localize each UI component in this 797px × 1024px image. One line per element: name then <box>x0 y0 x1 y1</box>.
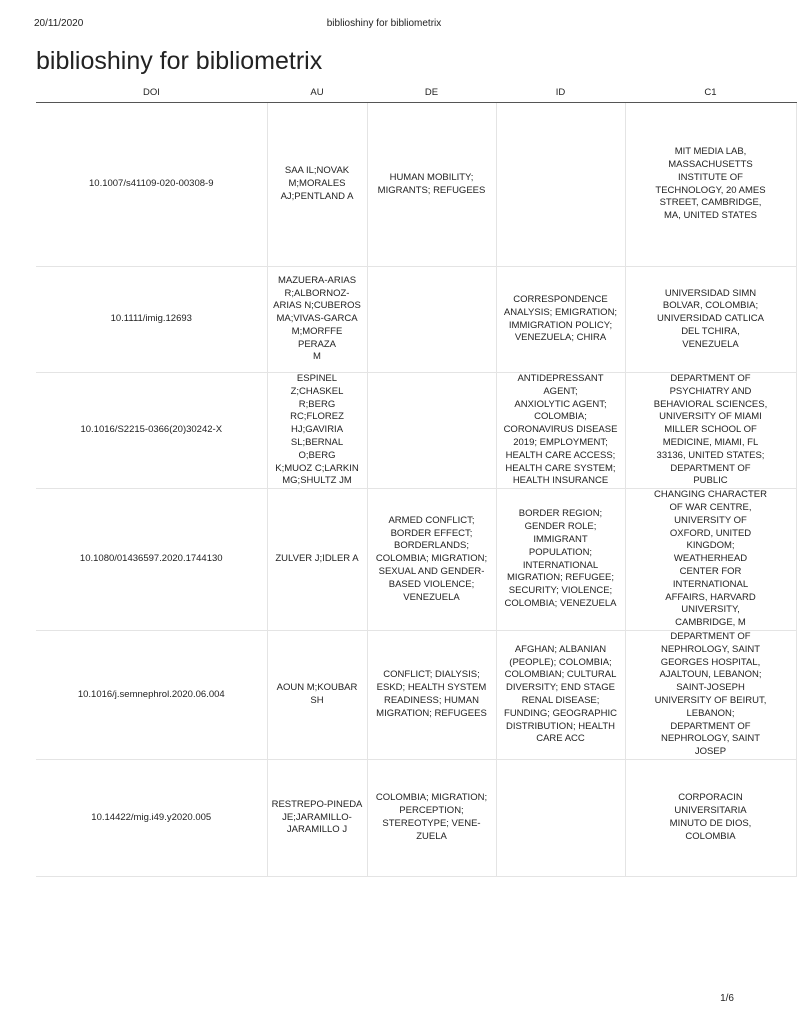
cell-author-keywords <box>367 373 496 489</box>
table-header-row <box>36 83 796 103</box>
cell-author-keywords: HUMAN MOBILITY; MIGRANTS; REFUGEES <box>367 103 496 267</box>
table-row <box>36 267 796 373</box>
column-header-doi[interactable]: DOI <box>36 83 267 103</box>
cell-doi: 10.1080/01436597.2020.1744130 <box>36 489 267 631</box>
cell-authors: AOUN M;KOUBAR SH <box>267 630 367 759</box>
cell-affiliations: DEPARTMENT OF PSYCHIATRY AND BEHAVIORAL SCIENCES, UNIVERSITY OF MIAMI MILLER SCHOOL OF MEDICINE, MIAMI, FL 33136, UNITED STATES; DEPARTMENT OF PUBLIC <box>625 373 796 489</box>
cell-affiliations: CORPORACIN UNIVERSITARIA MINUTO DE DIOS, COLOMBIA <box>625 759 796 876</box>
cell-authors: ESPINEL Z;CHASKEL R;BERG RC;FLOREZ HJ;GAVIRIA SL;BERNAL O;BERG K;MUOZ C;LARKIN MG;SHULTZ JM <box>267 373 367 489</box>
table-row <box>36 759 796 876</box>
column-header-de[interactable]: DE <box>367 83 496 103</box>
cell-author-keywords: ARMED CONFLICT; BORDER EFFECT; BORDERLANDS; COLOMBIA; MIGRATION; SEXUAL AND GENDER- BASED VIOLENCE; VENEZUELA <box>367 489 496 631</box>
table-row <box>36 373 796 489</box>
cell-index-keywords: AFGHAN; ALBANIAN (PEOPLE); COLOMBIA; COLOMBIAN; CULTURAL DIVERSITY; END STAGE RENAL DISEASE; FUNDING; GEOGRAPHIC DISTRIBUTION; HEALTH CARE ACC <box>496 630 625 759</box>
cell-doi: 10.14422/mig.i49.y2020.005 <box>36 759 267 876</box>
cell-doi: 10.1111/imig.12693 <box>36 267 267 373</box>
page-title: biblioshiny for bibliometrix <box>36 47 323 75</box>
table-row <box>36 489 796 631</box>
cell-affiliations: MIT MEDIA LAB, MASSACHUSETTS INSTITUTE OF TECHNOLOGY, 20 AMES STREET, CAMBRIDGE, MA, UNITED STATES <box>625 103 796 267</box>
column-header-c1[interactable]: C1 <box>625 83 796 103</box>
print-header-title: biblioshiny for bibliometrix <box>326 18 442 29</box>
print-date: 20/11/2020 <box>34 18 84 29</box>
cell-doi: 10.1007/s41109-020-00308-9 <box>36 103 267 267</box>
column-header-au[interactable]: AU <box>267 83 367 103</box>
table-row <box>36 103 796 267</box>
cell-affiliations: DEPARTMENT OF NEPHROLOGY, SAINT GEORGES HOSPITAL, AJALTOUN, LEBANON; SAINT-JOSEPH UNIVERSITY OF BEIRUT, LEBANON; DEPARTMENT OF NEPHROLOGY, SAINT JOSEP <box>625 630 796 759</box>
page-number: 1/6 <box>720 993 734 1004</box>
cell-affiliations: UNIVERSIDAD SIMN BOLVAR, COLOMBIA; UNIVERSIDAD CATLICA DEL TCHIRA, VENEZUELA <box>625 267 796 373</box>
column-header-id[interactable]: ID <box>496 83 625 103</box>
table-row <box>36 630 796 759</box>
cell-index-keywords: ANTIDEPRESSANT AGENT; ANXIOLYTIC AGENT; COLOMBIA; CORONAVIRUS DISEASE 2019; EMPLOYMENT; HEALTH CARE ACCESS; HEALTH CARE SYSTEM; HEALTH INSURANCE <box>496 373 625 489</box>
cell-authors: SAA IL;NOVAK M;MORALES AJ;PENTLAND A <box>267 103 367 267</box>
cell-authors: ZULVER J;IDLER A <box>267 489 367 631</box>
cell-author-keywords: COLOMBIA; MIGRATION; PERCEPTION; STEREOTYPE; VENE- ZUELA <box>367 759 496 876</box>
cell-index-keywords <box>496 103 625 267</box>
cell-doi: 10.1016/j.semnephrol.2020.06.004 <box>36 630 267 759</box>
cell-index-keywords: BORDER REGION; GENDER ROLE; IMMIGRANT POPULATION; INTERNATIONAL MIGRATION; REFUGEE; SECURITY; VIOLENCE; COLOMBIA; VENEZUELA <box>496 489 625 631</box>
data-table <box>36 83 797 877</box>
cell-index-keywords <box>496 759 625 876</box>
cell-index-keywords: CORRESPONDENCE ANALYSIS; EMIGRATION; IMMIGRATION POLICY; VENEZUELA; CHIRA <box>496 267 625 373</box>
cell-author-keywords <box>367 267 496 373</box>
cell-doi: 10.1016/S2215-0366(20)30242-X <box>36 373 267 489</box>
cell-authors: MAZUERA-ARIAS R;ALBORNOZ- ARIAS N;CUBEROS MA;VIVAS-GARCA M;MORFFE PERAZA M <box>267 267 367 373</box>
cell-author-keywords: CONFLICT; DIALYSIS; ESKD; HEALTH SYSTEM READINESS; HUMAN MIGRATION; REFUGEES <box>367 630 496 759</box>
table-viewport[interactable] <box>36 83 768 878</box>
cell-affiliations: CHANGING CHARACTER OF WAR CENTRE, UNIVERSITY OF OXFORD, UNITED KINGDOM; WEATHERHEAD CENTER FOR INTERNATIONAL AFFAIRS, HARVARD UNIVERSITY, CAMBRIDGE, M <box>625 489 796 631</box>
cell-authors: RESTREPO-PINEDA JE;JARAMILLO- JARAMILLO J <box>267 759 367 876</box>
